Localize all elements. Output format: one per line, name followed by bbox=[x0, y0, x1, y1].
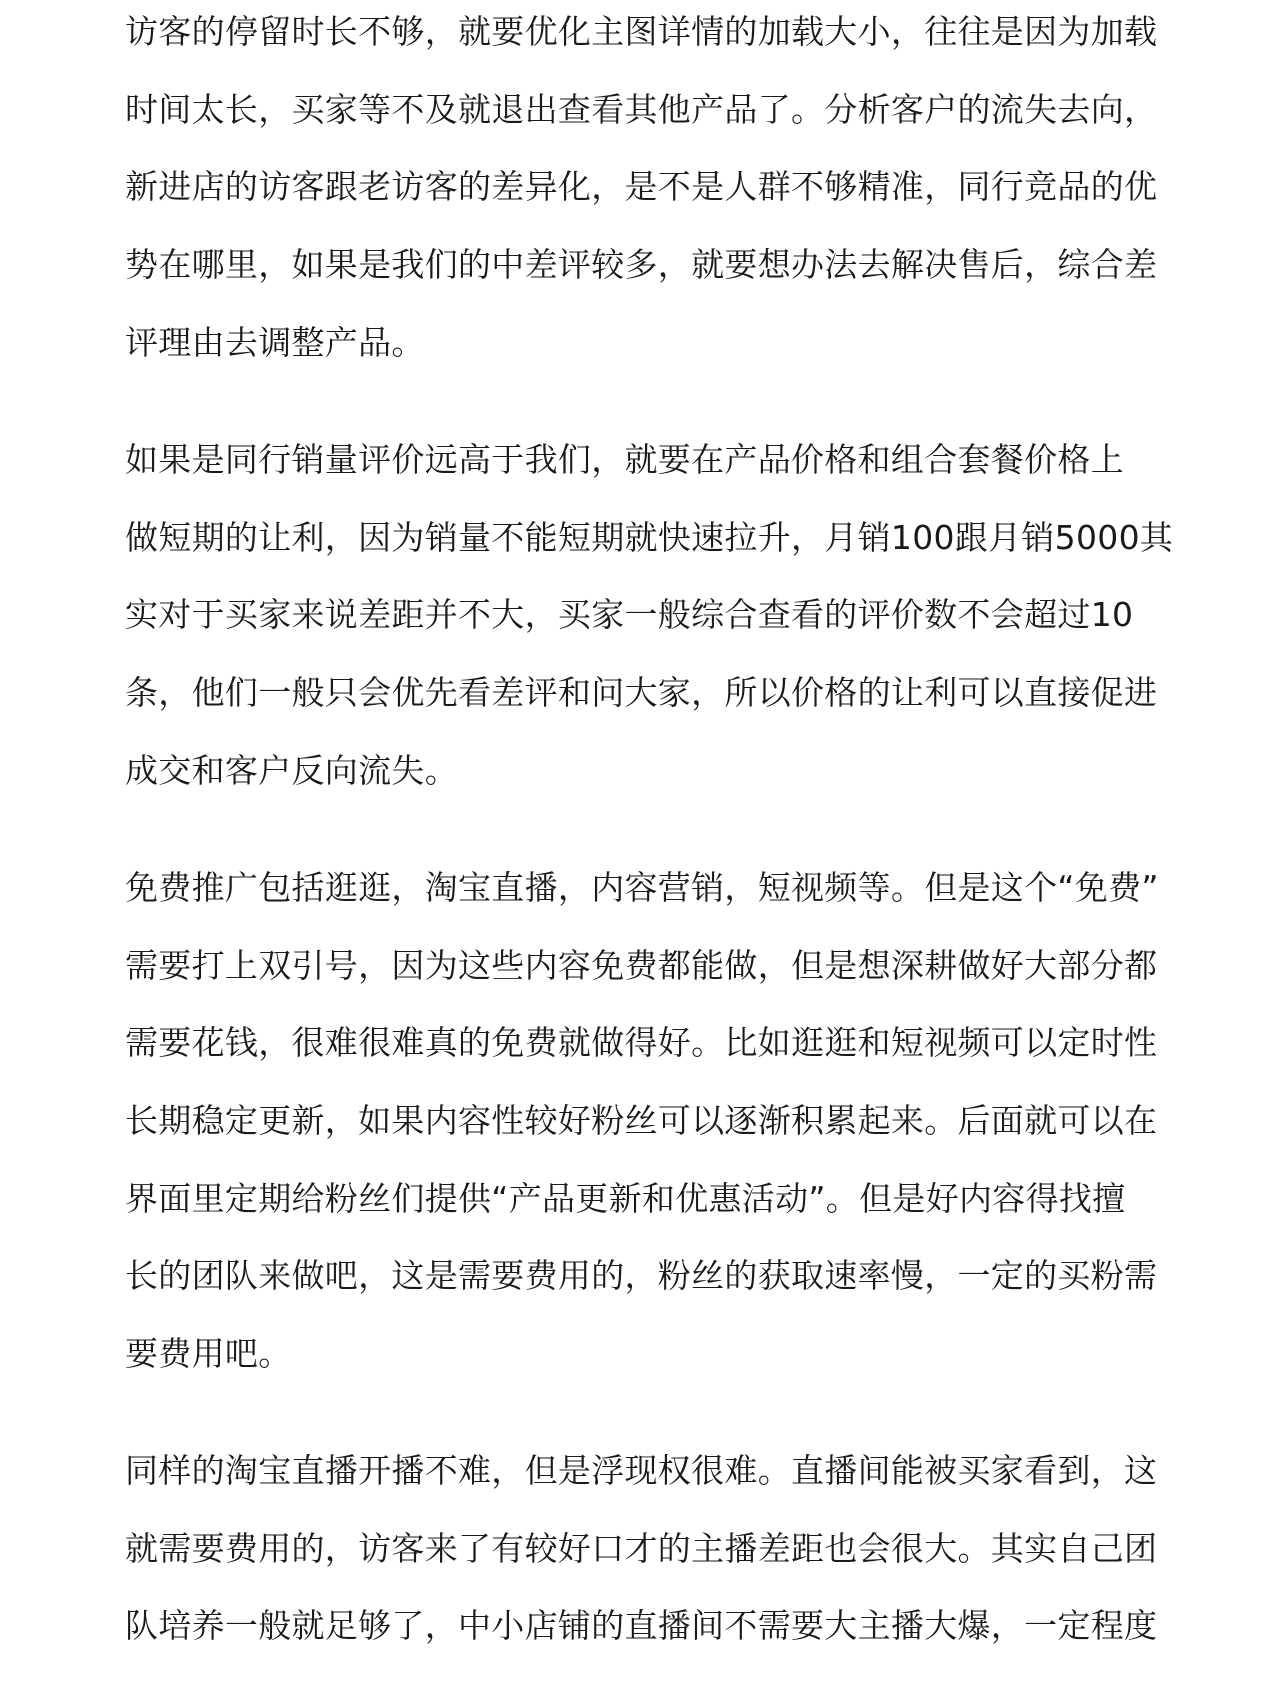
text-line: 界面里定期给粉丝们提供“产品更新和优惠活动”。但是好内容得找擅 bbox=[125, 1178, 1126, 1218]
text-line: 新进店的访客跟老访客的差异化，是不是人群不够精准，同行竞品的优 bbox=[125, 167, 1158, 207]
text-line: 时间太长，买家等不及就退出查看其他产品了。分析客户的流失去向， bbox=[125, 89, 1158, 129]
text-line: 队培养一般就足够了，中小店铺的直播间不需要大主播大爆，一定程度 bbox=[125, 1606, 1158, 1646]
text-line: 成交和客户反向流失。 bbox=[125, 750, 458, 790]
text-line: 同样的淘宝直播开播不难，但是浮现权很难。直播间能被买家看到，这 bbox=[125, 1451, 1158, 1490]
text-line: 需要打上双引号，因为这些内容免费都能做，但是想深耕做好大部分都 bbox=[125, 945, 1158, 985]
text-line: 实对于买家来说差距并不大，买家一般综合查看的评价数不会超过10 bbox=[125, 595, 1134, 635]
text-line: 就需要费用的，访客来了有较好口才的主播差距也会很大。其实自己团 bbox=[125, 1528, 1158, 1568]
text-line: 长期稳定更新，如果内容性较好粉丝可以逐渐积累起来。后面就可以在 bbox=[125, 1101, 1158, 1141]
text-line: 势在哪里，如果是我们的中差评较多，就要想办法去解决售后，综合差 bbox=[125, 245, 1158, 285]
text-line: 要费用吧。 bbox=[125, 1334, 292, 1374]
paragraph-price-concession bbox=[125, 421, 1173, 809]
text-line: 做短期的让利，因为销量不能短期就快速拉升，月销100跟月销5000其 bbox=[125, 517, 1174, 557]
text-line: 长的团队来做吧，这是需要费用的，粉丝的获取速率慢，一定的买粉需 bbox=[125, 1256, 1158, 1296]
paragraph-free-promotion bbox=[125, 849, 1159, 1393]
text-line: 访客的停留时长不够，就要优化主图详情的加载大小，往往是因为加载 bbox=[125, 12, 1158, 51]
text-line: 评理由去调整产品。 bbox=[125, 322, 425, 362]
paragraph-page-load-analysis bbox=[125, 0, 1157, 381]
text-line: 免费推广包括逛逛，淘宝直播，内容营销，短视频等。但是这个“免费” bbox=[125, 868, 1159, 907]
paragraph-live-streaming bbox=[125, 1432, 1157, 1665]
text-line: 如果是同行销量评价远高于我们，就要在产品价格和组合套餐价格上 bbox=[125, 440, 1124, 479]
text-line: 条，他们一般只会优先看差评和问大家，所以价格的让利可以直接促进 bbox=[125, 673, 1158, 713]
text-line: 需要花钱，很难很难真的免费就做得好。比如逛逛和短视频可以定时性 bbox=[125, 1023, 1158, 1063]
